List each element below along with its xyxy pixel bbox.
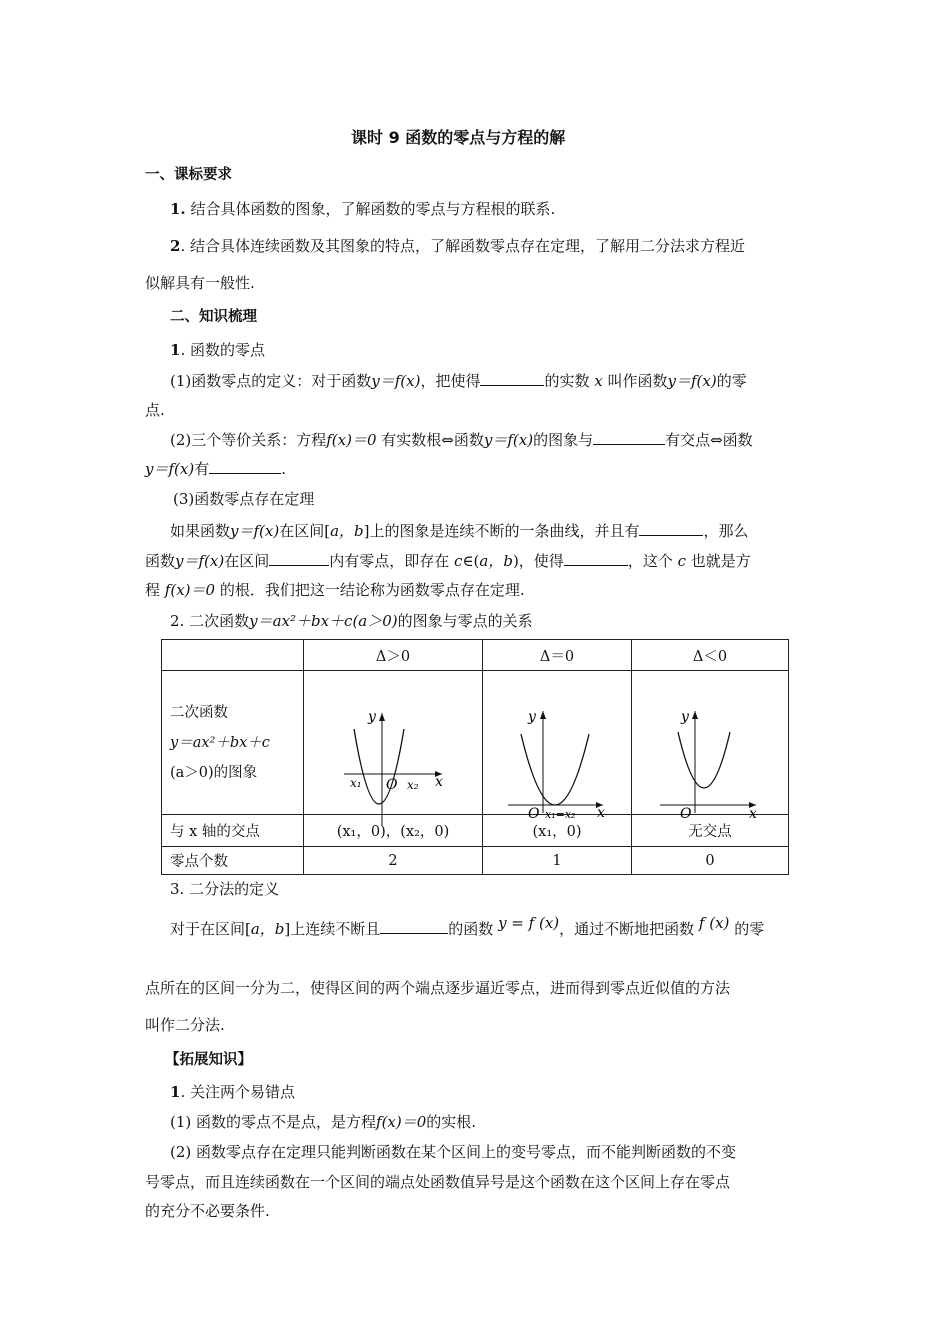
formula: y＝f(x) [371,372,421,390]
text: 的实根. [426,1113,477,1131]
label-line: (a＞0)的图象 [170,764,258,781]
origin-label: O [528,805,540,822]
table-cell: 2 [304,847,483,875]
variable: c [454,552,463,570]
text: 在区间[ [279,522,331,540]
text: 的零 [734,920,765,938]
table-cell: 0 [632,847,789,875]
text: 的图象与零点的关系 [397,612,533,630]
text: 对于在区间[ [170,920,251,938]
text: (1)函数零点的定义：对于函数 [170,372,372,390]
theorem-line2 [145,550,751,571]
formula: y＝f(x) [175,552,225,570]
formula: a，b [330,522,364,540]
label-line: 二次函数 [170,704,228,721]
formula: y = f (x) [498,914,560,932]
bisection-line2: 点所在的区间一分为二，使得区间的两个端点逐步逼近零点，进而得到零点近似值的方法 [145,979,731,997]
theorem-title: (3)函数零点存在定理 [173,490,315,508]
formula: y＝f(x) [230,522,280,540]
text: 2. 二次函数 [170,612,250,630]
item-text: 结合具体函数的图象，了解函数的零点与方程根的联系. [190,200,556,218]
formula: y＝ax²＋bx＋c(a＞0) [249,612,398,630]
standard-item-1 [170,199,555,219]
text: ∈( [462,552,480,570]
formula: f (x) [698,914,730,932]
quadratic-zero-table [161,639,789,875]
text: )，使得 [512,552,564,570]
formula: f(x)＝0 [376,1113,427,1131]
variable: c [677,552,687,570]
extended-point-2-line1: (2) 函数零点存在定理只能判断函数在某个区间上的变号零点，而不能判断函数的不变 [170,1143,737,1161]
y-axis-arrow [379,713,385,721]
section-heading-standards: 一、课标要求 [145,167,232,183]
text: 的图象与 [533,431,594,449]
page-title: 课时 9 函数的零点与方程的解 [351,128,566,147]
zero-definition-line2: 点. [145,401,165,419]
table-row-intersections [162,815,789,847]
text: 有实数根⇔函数 [381,431,484,449]
x-label: x [435,773,443,790]
table-row-label: 与 x 轴的交点 [162,815,304,847]
bisection-line3: 叫作二分法. [145,1016,225,1034]
label-line: y＝ax²＋bx＋c [170,734,270,751]
item-text: . 结合具体连续函数及其图象的特点，了解函数零点存在定理，了解用二分法求方程近 [180,237,745,255]
item-number: 1 [170,1083,181,1101]
formula: y＝f(x) [145,460,195,478]
text: 的根．我们把这一结论称为函数零点存在定理. [219,581,525,599]
table-cell-graph-zero [483,671,632,822]
standard-item-2-line1 [170,236,745,256]
table-header-cell: Δ＝0 [483,640,632,671]
bisection-line1 [170,914,765,939]
y-label: y [528,708,536,725]
extended-knowledge-heading: 【拓展知识】 [165,1052,252,1068]
zero-definition-line1 [170,370,747,391]
text: ，把使得 [420,372,481,390]
variable: x [594,372,603,390]
parabola-curve [678,732,730,788]
table-row-graphs [162,671,789,815]
text: 函数 [145,552,176,570]
parabola-graph-no-root [632,673,789,822]
bisection-title: 3. 二分法的定义 [170,880,280,898]
table-cell: 1 [483,847,632,875]
formula: f(x)＝0 [326,431,377,449]
text: (1) 函数的零点不是点，是方程 [170,1113,377,1131]
theorem-line3 [145,580,525,600]
blank-field[interactable] [480,370,544,386]
text: 程 [145,581,161,599]
root-x2-label: x₂ [407,777,419,792]
item-number: 1. [170,200,186,218]
section-heading-knowledge: 二、知识梳理 [170,309,257,325]
item-number: 1 [170,341,181,359]
text: 的实数 [544,372,590,390]
text: ，那么 [703,522,749,540]
parabola-graph-one-root [483,673,632,822]
root-x1-label: x₁ [350,775,362,790]
blank-field[interactable] [380,918,448,934]
text: ，这个 [627,552,673,570]
text: ，通过不断地把函数 [559,920,695,938]
extended-point-2-line3: 的充分不必要条件. [145,1202,270,1220]
blank-field[interactable] [564,550,628,566]
equivalence-line1 [170,429,753,450]
origin-label: O [680,805,692,822]
formula: a，b [250,920,285,938]
subsection-zero-of-function [170,340,265,360]
blank-field[interactable] [639,520,703,536]
text: 内有零点，即存在 [329,552,450,570]
text: 也就是方 [690,552,751,570]
blank-field[interactable] [209,458,281,474]
blank-field[interactable] [269,550,329,566]
table-row-zero-count [162,847,789,875]
text: 叫作函数 [607,372,668,390]
table-row-label: 零点个数 [162,847,304,875]
y-axis-arrow [540,711,546,719]
text: . [281,460,286,478]
y-label: y [368,708,376,725]
standard-item-2-line2: 似解具有一般性. [145,274,255,292]
text: 如果函数 [170,522,231,540]
table-row-label [162,671,304,815]
double-root-label: x₁=x₂ [545,807,576,821]
table-cell-graph-positive [304,671,483,815]
formula: f(x)＝0 [164,581,216,599]
formula: y＝f(x) [667,372,717,390]
formula: a，b [479,552,513,570]
item-number: 2 [170,237,181,255]
blank-field[interactable] [593,429,665,445]
item-text: . 关注两个易错点 [180,1083,295,1101]
table-cell: 无交点 [632,815,789,847]
item-text: . 函数的零点 [180,341,265,359]
text: 的零 [716,372,747,390]
table-header-cell: Δ＜0 [632,640,789,671]
text: 有 [194,460,210,478]
extended-point-2-line2: 号零点，而且连续函数在一个区间的端点处函数值异号是这个函数在这个区间上存在零点 [145,1173,731,1191]
text: 在区间 [224,552,270,570]
origin-label: O [386,776,398,793]
y-label: y [681,708,689,725]
extended-item-1 [170,1082,295,1102]
table-cell: (x₁，0)，(x₂，0) [304,815,483,847]
text: (2)三个等价关系：方程 [170,431,327,449]
text: 的函数 [448,920,494,938]
formula: y＝f(x) [483,431,534,449]
table-header-cell: Δ＞0 [304,640,483,671]
x-label: x [749,805,757,822]
text: ]上的图象是连续不断的一条曲线，并且有 [363,522,640,540]
table-header-row [162,640,789,671]
equivalence-line2 [145,458,286,479]
quadratic-relation-title [170,611,533,631]
table-header-cell [162,640,304,671]
parabola-curve [521,734,589,805]
y-axis-arrow [692,711,698,719]
theorem-line1 [170,520,749,541]
parabola-graph-two-roots [304,673,483,813]
table-cell: (x₁，0) [483,815,632,847]
text: 有交点⇔函数 [665,431,753,449]
extended-point-1 [170,1112,476,1132]
table-cell-graph-negative [632,671,789,822]
text: ]上连续不断且 [284,920,381,938]
x-label: x [597,804,605,821]
